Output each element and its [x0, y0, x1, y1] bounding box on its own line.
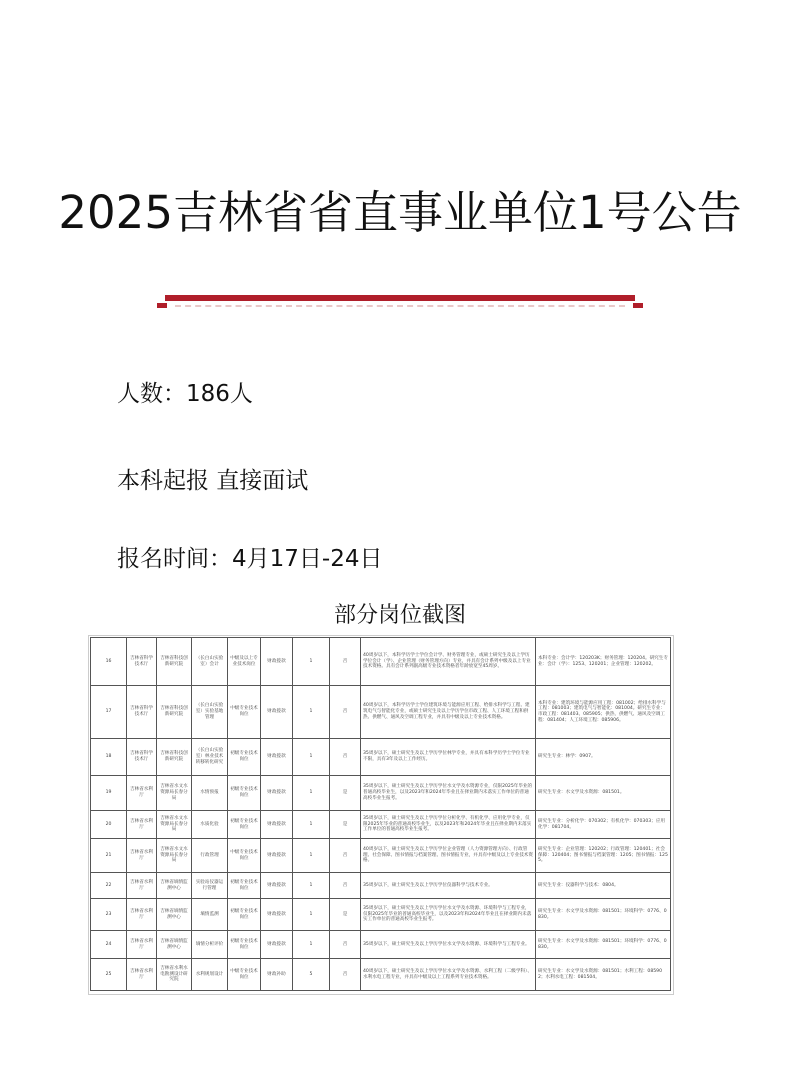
cell-unit: 吉林省水文水资源局长春分局 — [157, 839, 192, 873]
cell-fresh: 否 — [330, 638, 361, 686]
cell-major: 研究生专业：水文学及水资源：081501。 — [536, 776, 671, 811]
cell-cond: 35周岁以下，硕士研究生及以上学历学位水文学及水资源、环境科学与工程专业。 — [361, 931, 536, 959]
cell-unit: 吉林省水文水资源局长春分局 — [157, 776, 192, 811]
cell-fresh: 否 — [330, 839, 361, 873]
cell-no: 20 — [91, 811, 127, 839]
cell-num: 1 — [293, 776, 330, 811]
cell-num: 5 — [293, 959, 330, 991]
cell-no: 23 — [91, 899, 127, 931]
cell-fund: 财政拨款 — [261, 931, 293, 959]
table-row — [91, 899, 671, 931]
table-row — [91, 811, 671, 839]
cell-unit: 吉林省墒情监测中心 — [157, 899, 192, 931]
cell-type: 初级专业技术岗位 — [228, 873, 261, 899]
cell-post: 水利规划设计 — [192, 959, 228, 991]
table-row — [91, 959, 671, 991]
cell-unit: 吉林省科技创新研究院 — [157, 638, 192, 686]
cell-cond: 40周岁以下，本科学历学士学位建筑环境与能源应用工程、给排水科学与工程、建筑电气与智能化专业，或硕士研究生及以上学历学位市政工程、人工环境工程和供热、供燃气、通风及空调工程专业，并具有中级及以上专业技术资格。 — [361, 686, 536, 739]
cell-fund: 财政拨款 — [261, 638, 293, 686]
cell-cond: 35周岁以下，硕士研究生及以上学历学位水文学及水资源、环境科学与工程专业，仅限2025年毕业的普通高校毕业生，以及2023年和2024年毕业且在择业期内未落实工作单位的普通高校毕业生报考。 — [361, 899, 536, 931]
cell-cond: 40周岁以下，硕士研究生及以上学历学位水文学及水资源、水利工程（二级学科）、水利水电工程专业，并具有中级及以上工程系列专业技术资格。 — [361, 959, 536, 991]
positions-table — [90, 637, 671, 991]
table-row — [91, 839, 671, 873]
cell-fresh: 是 — [330, 776, 361, 811]
cell-type: 初级专业技术岗位 — [228, 776, 261, 811]
cell-dept: 吉林省水利厅 — [127, 811, 157, 839]
cell-post: （长白山实验室）实验基地管理 — [192, 686, 228, 739]
page-title: 2025吉林省省直事业单位1号公告 — [58, 186, 742, 239]
cell-dept: 吉林省科学技术厅 — [127, 739, 157, 776]
headcount: 人数：186人 — [117, 381, 253, 407]
cell-major: 本科专业：建筑环境与能源应用工程：081002；给排水科学与工程：081003；建筑电气与智能化：081004。研究生专业：市政工程：081403、085905；供热、供燃气、通风及空调工程：081404；人工环境工程：085906。 — [536, 686, 671, 739]
cell-num: 1 — [293, 931, 330, 959]
cell-major: 研究生专业：水文学及水资源：081501；环境科学：0776、0830。 — [536, 931, 671, 959]
cell-post: 行政管理 — [192, 839, 228, 873]
cell-post: （长白山实验室）会计 — [192, 638, 228, 686]
table-row — [91, 739, 671, 776]
cell-fund: 财政拨款 — [261, 686, 293, 739]
cell-dept: 吉林省水利厅 — [127, 899, 157, 931]
cell-no: 18 — [91, 739, 127, 776]
cell-type: 初级专业技术岗位 — [228, 811, 261, 839]
cell-post: （长白山实验室）林业技术转移转化研究 — [192, 739, 228, 776]
cell-fresh: 否 — [330, 931, 361, 959]
cell-type: 中级专业技术岗位 — [228, 959, 261, 991]
cell-type: 中级专业技术岗位 — [228, 686, 261, 739]
cell-fund: 财政拨款 — [261, 839, 293, 873]
cell-type: 初级专业技术岗位 — [228, 931, 261, 959]
cell-post: 墒情分析评价 — [192, 931, 228, 959]
ribbon-tab-right — [633, 303, 643, 308]
cell-num: 1 — [293, 686, 330, 739]
cell-fund: 财政拨款 — [261, 811, 293, 839]
cell-unit: 吉林省水文水资源局长春分局 — [157, 811, 192, 839]
cell-type: 初级专业技术岗位 — [228, 899, 261, 931]
cell-cond: 35周岁以下，硕士研究生及以上学历学位分析化学、有机化学、应用化学专业，仅限2025年毕业的普通高校毕业生，以及2023年和2024年毕业且在择业期内未落实工作单位的普通高校毕业生报考。 — [361, 811, 536, 839]
cell-no: 19 — [91, 776, 127, 811]
cell-dept: 吉林省水利厅 — [127, 839, 157, 873]
cell-fresh: 否 — [330, 739, 361, 776]
cell-type: 中级及以上专业技术岗位 — [228, 638, 261, 686]
cell-num: 1 — [293, 811, 330, 839]
cell-unit: 吉林省水利水电勘测设计研究院 — [157, 959, 192, 991]
cell-dept: 吉林省科学技术厅 — [127, 638, 157, 686]
cell-type: 初级专业技术岗位 — [228, 739, 261, 776]
cell-unit: 吉林省科技创新研究院 — [157, 739, 192, 776]
cell-cond: 35周岁以下，硕士研究生及以上学历学位林学专业，并具有本科学历学士学位专业不限，具有3年及以上工作经历。 — [361, 739, 536, 776]
cell-major: 研究生专业：企业管理：120202；行政管理：120401；社会保障：120404；图书情报与档案管理：1205；图书情报：1255。 — [536, 839, 671, 873]
cell-cond: 35周岁以下，硕士研究生及以上学历学位仪器科学与技术专业。 — [361, 873, 536, 899]
cell-major: 本科专业：会计学：120203K；财务管理：120204。研究生专业：会计（学）：1253、120201；企业管理：120202。 — [536, 638, 671, 686]
section-subtitle: 部分岗位截图 — [333, 603, 466, 628]
cell-no: 24 — [91, 931, 127, 959]
cell-major: 研究生专业：仪器科学与技术：0804。 — [536, 873, 671, 899]
cell-fund: 财政拨款 — [261, 776, 293, 811]
cell-unit: 吉林省科技创新研究院 — [157, 686, 192, 739]
cell-no: 17 — [91, 686, 127, 739]
cell-no: 25 — [91, 959, 127, 991]
cell-num: 1 — [293, 739, 330, 776]
cell-num: 1 — [293, 638, 330, 686]
cell-post: 水情预报 — [192, 776, 228, 811]
requirement: 本科起报 直接面试 — [117, 468, 309, 494]
cell-num: 1 — [293, 839, 330, 873]
cell-fund: 财政拨款 — [261, 899, 293, 931]
cell-fund: 财政拨款 — [261, 739, 293, 776]
cell-post: 水质化验 — [192, 811, 228, 839]
table-row — [91, 776, 671, 811]
cell-fund: 财政补助 — [261, 959, 293, 991]
cell-fresh: 否 — [330, 686, 361, 739]
table-row — [91, 931, 671, 959]
cell-unit: 吉林省墒情监测中心 — [157, 873, 192, 899]
cell-num: 1 — [293, 899, 330, 931]
cell-cond: 35周岁以下，硕士研究生及以上学历学位水文学及水资源专业，仅限2025年毕业的普通高校毕业生，以及2023年和2024年毕业且在择业期内未落实工作单位的普通高校毕业生报考。 — [361, 776, 536, 811]
table-row — [91, 686, 671, 739]
dashed-line — [175, 305, 625, 307]
cell-cond: 40周岁以下，硕士研究生及以上学历学位企业管理（人力资源管理方向）、行政管理、社会保障、图书情报与档案管理、图书情报专业，并具有中级及以上专业技术资格。 — [361, 839, 536, 873]
ribbon-tab-left — [157, 303, 167, 308]
cell-no: 21 — [91, 839, 127, 873]
cell-no: 16 — [91, 638, 127, 686]
cell-unit: 吉林省墒情监测中心 — [157, 931, 192, 959]
cell-dept: 吉林省水利厅 — [127, 931, 157, 959]
cell-no: 22 — [91, 873, 127, 899]
cell-dept: 吉林省科学技术厅 — [127, 686, 157, 739]
cell-dept: 吉林省水利厅 — [127, 776, 157, 811]
cell-major: 研究生专业：水文学及水资源：081501；水利工程：085902；水利水电工程：081504。 — [536, 959, 671, 991]
cell-fund: 财政拨款 — [261, 873, 293, 899]
cell-post: 实验站仪器运行管理 — [192, 873, 228, 899]
cell-dept: 吉林省水利厅 — [127, 873, 157, 899]
cell-fresh: 是 — [330, 811, 361, 839]
cell-cond: 40周岁以下，本科学历学士学位会计学、财务管理专业，或硕士研究生及以上学历学位会计（学）、企业管理（财务管理方向）专业，并具有会计系列中级及以上专业技术资格。具有会计系列副高级专业技术资格者年龄放宽至45周岁。 — [361, 638, 536, 686]
cell-fresh: 是 — [330, 899, 361, 931]
cell-fresh: 否 — [330, 959, 361, 991]
cell-post: 墒情监测 — [192, 899, 228, 931]
table-row — [91, 873, 671, 899]
cell-major: 研究生专业：分析化学：070302；有机化学：070303；应用化学：081704。 — [536, 811, 671, 839]
cell-dept: 吉林省水利厅 — [127, 959, 157, 991]
cell-major: 研究生专业：水文学及水资源：081501；环境科学：0776、0830。 — [536, 899, 671, 931]
cell-major: 研究生专业：林学：0907。 — [536, 739, 671, 776]
cell-fresh: 否 — [330, 873, 361, 899]
cell-num: 1 — [293, 873, 330, 899]
table-row — [91, 638, 671, 686]
cell-type: 中级专业技术岗位 — [228, 839, 261, 873]
red-bar — [165, 295, 635, 301]
registration-dates: 报名时间：4月17日-24日 — [117, 546, 383, 572]
